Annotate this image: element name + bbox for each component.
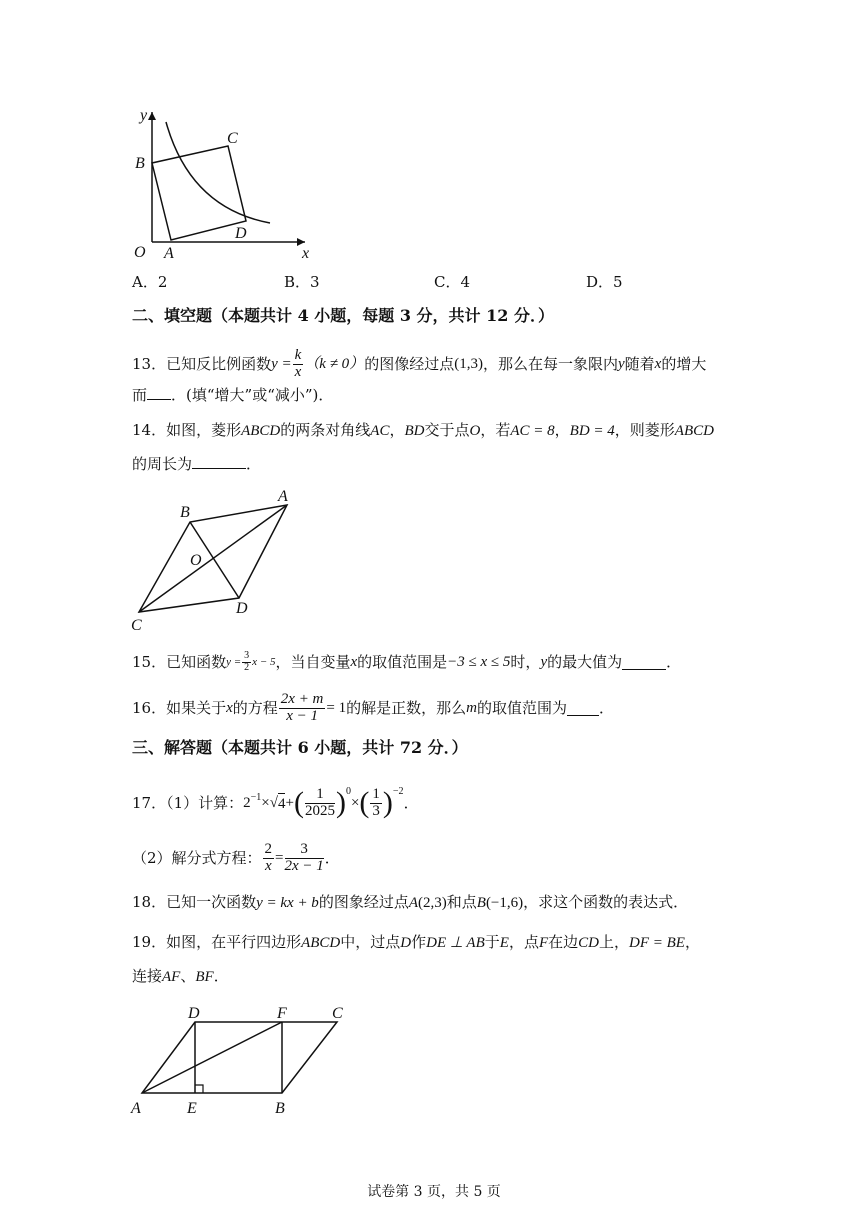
answer-blank[interactable] [147, 385, 171, 400]
label-c: C [227, 130, 238, 147]
parallelogram-abcd [142, 1022, 337, 1093]
figure-q12 [120, 100, 320, 265]
question-16: 16．如果关于 x 的方程 $\frac{2x + m}{x - 1}$ = 1 的解是正数，那么 m 的取值范围为 ． [132, 690, 615, 724]
label-c: C [332, 1005, 343, 1022]
figure-q14 [125, 485, 305, 635]
label-o: O [134, 244, 146, 261]
label-b: B [180, 504, 190, 521]
page-footer: 试卷第 3 页，共 5 页 [367, 1184, 501, 1200]
figure-q19 [125, 1000, 365, 1120]
segment-af [142, 1022, 282, 1093]
label-b: B [135, 155, 145, 172]
right-angle-mark [195, 1085, 203, 1093]
label-o: O [190, 552, 202, 569]
answer-blank[interactable] [192, 454, 246, 469]
section-3-title: 三、解答题（本题共计 6 小题，共计 72 分．） [132, 738, 468, 757]
question-13-line1: 13．已知反比例函数 y = $\frac{k}{x}$ （k ≠ 0） 的图像经过点 (1,3) ，那么在每一象限内 y 随着 x 的增大 [132, 346, 707, 380]
label-d: D [236, 600, 248, 617]
label-x: x [302, 245, 310, 262]
label-y: y [140, 107, 148, 124]
label-f: F [277, 1005, 287, 1022]
choice-c: C．4 [434, 273, 471, 291]
question-14-line2: 的周长为 ． [132, 455, 262, 473]
section-2-title: 二、填空题（本题共计 4 小题，每题 3 分，共计 12 分．） [132, 306, 554, 325]
label-d: D [235, 225, 247, 242]
question-19-line2: 连接AF、BF． [132, 967, 229, 985]
question-17-part1: 17．（1）计算： 2 $^{-1}$ × √ 4 + ( $\frac{1}{2025}$ ) $^0$ × ( $\frac{1}{3}$ ) $^{-2}$ ． [132, 785, 419, 819]
label-a: A [164, 245, 174, 262]
question-18: 18．已知一次函数y = kx + b的图象经过点A(2,3)和点B(−1,6)，求这个函数的表达式． [132, 893, 689, 911]
label-b: B [275, 1100, 285, 1117]
question-19-line1: 19．如图，在平行四边形ABCD中，过点D作DE ⊥ AB于E，点F在边CD上，DF = BE， [132, 933, 700, 951]
answer-blank[interactable] [567, 701, 599, 716]
hyperbola-curve [166, 122, 270, 223]
choice-b: B．3 [284, 273, 320, 291]
label-a: A [278, 488, 288, 505]
choice-a: A．2 [132, 273, 168, 291]
answer-blank[interactable] [622, 655, 666, 670]
question-13-line2: 而 ．(填“增大”或“减小”)． [132, 386, 334, 404]
label-d: D [188, 1005, 200, 1022]
question-17-part2: （2）解分式方程： $\frac{2}{x}$ = $\frac{3}{2x - 1}$ ． [132, 840, 340, 874]
label-a: A [131, 1100, 141, 1117]
label-c: C [131, 617, 142, 634]
question-15: 15．已知函数 y = $\frac{3}{2}$ x − 5 ，当自变量 x 的取值范围是 −3 ≤ x ≤ 5 时， y 的最大值为 ． [132, 650, 682, 673]
y-axis-arrow [148, 112, 156, 120]
square-abcd [152, 146, 246, 240]
choice-d: D．5 [586, 273, 623, 291]
label-e: E [187, 1100, 197, 1117]
question-14-line1: 14．如图，菱形ABCD的两条对角线AC，BD交于点O，若AC = 8，BD = 4，则菱形ABCD [132, 421, 714, 439]
